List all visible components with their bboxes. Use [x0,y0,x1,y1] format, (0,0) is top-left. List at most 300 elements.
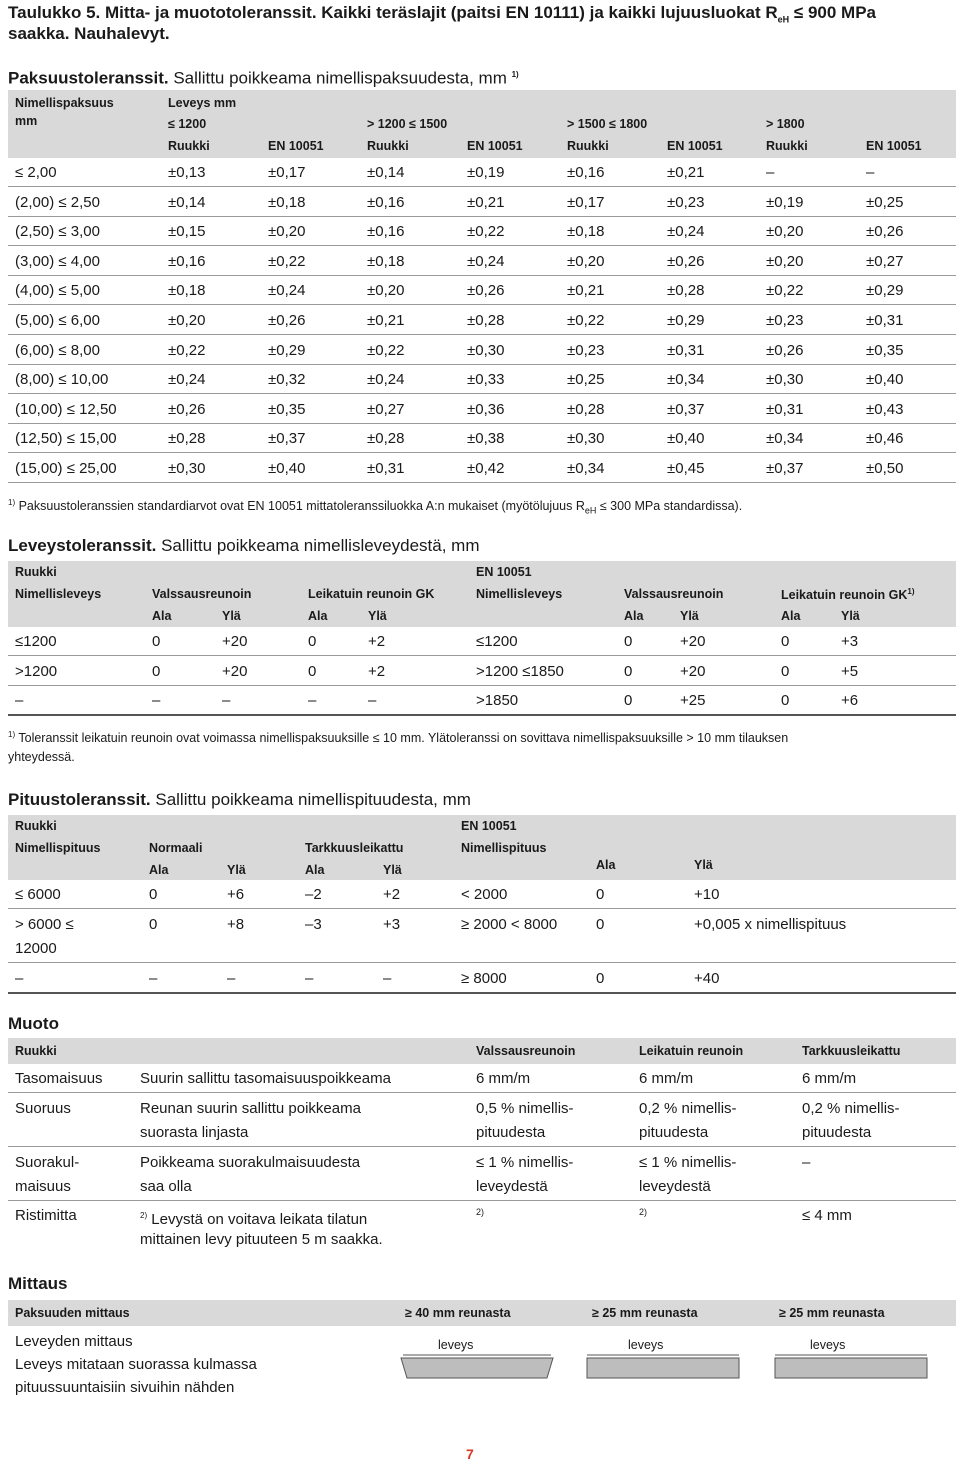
tolerance-value: ±0,30 [467,341,505,359]
shape-cell-text: 6 mm/m [476,1070,531,1087]
thickness-range: (15,00) ≤ 25,00 [15,460,117,477]
shape-cell-text: Tasomaisuus [15,1070,103,1087]
shape-cell-text: pituudesta [476,1124,546,1141]
tolerance-value: ±0,18 [168,282,206,300]
shape-prec-text [802,1123,871,1143]
tolerance-value: 0 [149,916,158,933]
tolerance-value: ±0,24 [168,371,206,389]
shape-cell-text: 0,5 % nimellis- [476,1100,574,1117]
plate-section-3 [775,1358,927,1378]
width-col-rolled: Valssausreunoin [152,587,252,601]
tolerance-value: +10 [694,886,720,903]
width-en: EN 10051 [476,565,532,579]
tolerance-value: ±0,26 [866,223,904,241]
shape-cut-text [639,1069,693,1089]
measure-col-3: ≥ 25 mm reunasta [779,1306,885,1320]
shape-cell-text: Ristimitta [15,1207,77,1224]
tolerance-value: ±0,23 [766,312,804,329]
shape-cell-text: 0,2 % nimellis- [639,1100,737,1117]
tolerance-value: < 2000 [461,886,508,903]
tolerance-value: 0 [624,662,633,680]
length-range: > 6000 ≤ [15,916,74,933]
tolerance-value: ±0,20 [367,282,405,300]
tolerance-value: ±0,22 [467,223,505,241]
shape-name-text [15,1177,71,1197]
thickness-heading: Paksuustoleranssit. Sallittu poikkeama nimellispaksuudesta, mm $^{1)}$ [8,68,519,88]
tolerance-value: – [308,692,317,709]
tolerance-value: ±0,26 [667,252,705,270]
thickness-range: (3,00) ≤ 4,00 [15,252,100,270]
length-range: – [15,970,24,987]
length-high: Ylä [227,863,246,877]
length-heading: Pituustoleranssit. Sallittu poikkeama nimellispituudesta, mm [8,790,471,809]
tolerance-value: ±0,21 [667,164,705,181]
tolerance-value: ±0,35 [866,341,904,359]
shape-desc-text [140,1177,192,1197]
width-col-rolled-en: Valssausreunoin [624,587,724,601]
length-en: EN 10051 [461,819,517,833]
tolerance-value: ±0,27 [367,400,405,418]
shape-cell-text: ≤ 4 mm [802,1207,852,1224]
tolerance-value: +20 [222,633,248,650]
tolerance-value: ±0,37 [667,400,705,418]
tolerance-value: ±0,34 [567,460,605,477]
sub-ruukki: Ruukki [766,139,808,153]
shape-prec-text [802,1206,852,1226]
tolerance-value: ±0,28 [168,430,206,448]
shape-cut-text [639,1177,711,1197]
plate-section-2 [587,1358,739,1378]
tolerance-value: 0 [624,633,633,650]
tolerance-value: ±0,32 [268,371,306,389]
shape-cell-text: Suorakul- [15,1154,80,1171]
width-low: Ala [308,609,328,623]
shape-cell-text: 0,2 % nimellis- [802,1100,900,1117]
width-range: >1200 ≤1850 [476,662,564,680]
sub-en: EN 10051 [268,139,324,153]
shape-cell-text: Suurin sallittu tasomaisuuspoikkeama [140,1070,391,1087]
tolerance-value: 0 [781,692,790,709]
tolerance-value: +0,005 x nimellispituus [694,916,847,933]
tolerance-value: 0 [596,970,605,987]
row-divider [8,655,956,656]
tolerance-value: ±0,40 [268,460,306,477]
tolerance-value: ±0,21 [467,193,505,211]
tolerance-value: ±0,28 [467,312,505,329]
tolerance-value: ±0,18 [268,193,306,211]
width-high: Ylä [222,609,241,623]
tolerance-value: +6 [227,886,245,903]
width-group-2: > 1200 ≤ 1500 [367,117,448,131]
tolerance-value: – [866,164,875,181]
width-range: ≤1200 [476,633,518,650]
thickness-range: (4,00) ≤ 5,00 [15,282,100,300]
diagram-label-1: leveys [438,1338,474,1352]
row-divider [8,304,956,305]
sub-ruukki: Ruukki [168,139,210,153]
measure-col-2: ≥ 25 mm reunasta [592,1306,698,1320]
tolerance-value: ±0,21 [367,312,405,329]
width-low: Ala [624,609,644,623]
row-divider [8,186,956,187]
shape-cell-text: maisuus [15,1178,71,1195]
tolerance-value: 0 [149,886,158,903]
tolerance-value: ±0,29 [866,282,904,300]
tolerance-value: 0 [781,662,790,680]
page-number: 7 [466,1446,474,1462]
tolerance-value: ±0,26 [467,282,505,300]
tolerance-value: 0 [308,662,317,680]
shape-name-text [15,1206,77,1226]
measure-width-title: Leveyden mittaus [15,1333,133,1350]
shape-desc-text [140,1123,248,1143]
tolerance-value: ±0,13 [168,164,206,181]
tolerance-value: ±0,24 [667,223,705,241]
width-group-4: > 1800 [766,117,805,131]
row-divider [8,452,956,453]
tolerance-value: ±0,30 [168,460,206,477]
shape-desc-text [140,1206,367,1230]
tolerance-value: ±0,15 [168,223,206,241]
sub-en: EN 10051 [467,139,523,153]
plate-diagram-2 [583,1354,743,1382]
shape-cell-text: – [802,1154,811,1171]
tolerance-value: – [368,692,377,709]
row-divider [8,334,956,335]
tolerance-value: 0 [152,633,161,650]
shape-desc-text [140,1069,391,1089]
tolerance-value: 0 [624,692,633,709]
plate-section-1 [401,1358,553,1378]
thickness-col-nominal-unit: mm [15,114,38,128]
tolerance-value: ±0,40 [866,371,904,389]
length-low: Ala [149,863,169,877]
shape-cell-text: ≤ 1 % nimellis- [639,1154,737,1171]
length-high: Ylä [383,863,402,877]
tolerance-value: ±0,18 [567,223,605,241]
width-col-cut-en: Leikatuin reunoin GK$^{1)}$ [781,587,915,603]
thickness-range: ≤ 2,00 [15,164,57,181]
tolerance-value: +2 [368,662,386,680]
tolerance-value: ±0,16 [367,223,405,241]
length-col-nominal-en: Nimellispituus [461,841,547,855]
tolerance-value: +2 [368,633,386,650]
length-range: ≤ 6000 [15,886,61,903]
tolerance-value: – [152,692,161,709]
tolerance-value: ±0,21 [567,282,605,300]
tolerance-value: ±0,46 [866,430,904,448]
width-low: Ala [152,609,172,623]
thickness-range: (6,00) ≤ 8,00 [15,341,100,359]
tolerance-value: ±0,16 [367,193,405,211]
width-col-nominal: Nimellisleveys [15,587,102,601]
tolerance-value: ±0,30 [567,430,605,448]
row-divider [8,275,956,276]
length-low-en: Ala [596,858,616,872]
shape-prec-text [802,1153,810,1173]
shape-col-ruukki: Ruukki [15,1044,57,1058]
tolerance-value: ±0,42 [467,460,505,477]
tolerance-value: – [766,164,775,181]
shape-cell-text: 6 mm/m [639,1070,694,1087]
tolerance-value: ±0,28 [367,430,405,448]
sub-ruukki: Ruukki [567,139,609,153]
tolerance-value: ±0,43 [866,400,904,418]
tolerance-value: ±0,29 [268,341,306,359]
footnote-ref: 2) [140,1211,148,1220]
shape-heading: Muoto [8,1014,59,1033]
width-range: >1200 [15,662,58,680]
thickness-col-nominal: Nimellispaksuus [15,96,114,110]
shape-cut-text [639,1099,737,1119]
tolerance-value: ±0,26 [766,341,804,359]
tolerance-value: ±0,16 [567,164,605,181]
page-title: Taulukko 5. Mitta- ja muototoleranssit. Kaikki teräslajit (paitsi EN 10111) ja kaikki lujuusluokat $R_{eH} \le 900$ MPa [8,3,876,25]
shape-name-text [15,1099,71,1119]
tolerance-value: ±0,34 [766,430,804,448]
shape-cell-text: mittainen levy pituuteen 5 m saakka. [140,1231,383,1248]
tolerance-value: ±0,27 [866,252,904,270]
tolerance-value: ±0,30 [766,371,804,389]
row-divider [8,714,956,716]
tolerance-value: +25 [680,692,706,709]
tolerance-value: ±0,23 [567,341,605,359]
tolerance-value: ±0,36 [467,400,505,418]
tolerance-value: ±0,28 [567,400,605,418]
width-col-nominal-en: Nimellisleveys [476,587,563,601]
shape-cell-text: saa olla [140,1178,192,1195]
tolerance-value: ±0,23 [667,193,705,211]
shape-desc-text [140,1153,360,1173]
measure-col-thickness: Paksuuden mittaus [15,1306,130,1320]
page-title-line2: saakka. Nauhalevyt. [8,24,170,43]
tolerance-value: ±0,17 [567,193,605,211]
tolerance-value: ±0,20 [567,252,605,270]
sub-en: EN 10051 [667,139,723,153]
shape-cell-text: pituudesta [639,1124,709,1141]
tolerance-value: ±0,20 [766,223,804,241]
width-high: Ylä [368,609,387,623]
shape-col-rolled: Valssausreunoin [476,1044,576,1058]
tolerance-value: ±0,22 [766,282,804,300]
row-divider [8,962,956,963]
tolerance-value: +40 [694,970,720,987]
length-col-precision: Tarkkuusleikattu [305,841,404,855]
shape-name-text [15,1153,79,1173]
shape-col-precision: Tarkkuusleikattu [802,1044,901,1058]
shape-cell-text: 6 mm/m [802,1070,857,1087]
tolerance-value: – [227,970,236,987]
thickness-range: (2,00) ≤ 2,50 [15,193,100,211]
width-range: >1850 [476,692,519,709]
tolerance-value: 0 [308,633,317,650]
row-divider [8,482,956,483]
tolerance-value: ±0,19 [467,164,505,181]
shape-desc-text [140,1230,383,1250]
row-divider [8,364,956,365]
tolerance-value: ±0,50 [866,460,904,477]
shape-rolled-text [476,1069,530,1089]
tolerance-value: +3 [841,633,859,650]
shape-cell-text: Poikkeama suorakulmaisuudesta [140,1154,361,1171]
width-ruukki: Ruukki [15,565,57,579]
thickness-range: (5,00) ≤ 6,00 [15,312,100,329]
tolerance-value: +2 [383,886,401,903]
tolerance-value: 0 [781,633,790,650]
tolerance-value: ±0,22 [168,341,206,359]
shape-rolled-text [476,1123,545,1143]
tolerance-value: ±0,22 [367,341,405,359]
tolerance-value: – [222,692,231,709]
tolerance-value: ±0,35 [268,400,306,418]
tolerance-value: +20 [222,662,248,680]
thickness-range: (2,50) ≤ 3,00 [15,223,100,241]
tolerance-value: – [149,970,158,987]
shape-rolled-text [476,1099,574,1119]
shape-rolled-text [476,1153,573,1173]
tolerance-value: 0 [596,886,605,903]
width-low: Ala [781,609,801,623]
length-high-en: Ylä [694,858,713,872]
tolerance-value: ±0,38 [467,430,505,448]
row-divider [8,1092,956,1093]
tolerance-value: ±0,37 [766,460,804,477]
tolerance-value: ±0,14 [168,193,206,211]
tolerance-value: ±0,31 [766,400,804,418]
tolerance-value: ±0,17 [268,164,306,181]
thickness-range: (12,50) ≤ 15,00 [15,430,117,448]
row-divider [8,1146,956,1147]
plate-diagram-1 [397,1354,557,1382]
tolerance-value: –2 [305,886,322,903]
shape-cell-text: suorasta linjasta [140,1124,249,1141]
width-group-3: > 1500 ≤ 1800 [567,117,648,131]
thickness-footnote: $^{1)}$ Paksuustoleranssien standardiarvot ovat EN 10051 mittatoleranssiluokka A:n mukaiset (myötölujuus $R_{eH} \le 300$ MPa standardissa). [8,498,743,516]
width-high: Ylä [841,609,860,623]
measure-heading: Mittaus [8,1274,68,1293]
width-col-cut: Leikatuin reunoin GK [308,587,435,601]
diagram-label-3: leveys [810,1338,846,1352]
tolerance-value: ±0,37 [268,430,306,448]
tolerance-value: ±0,19 [766,193,804,211]
tolerance-value: ±0,28 [667,282,705,300]
tolerance-value: – [383,970,392,987]
measure-width-desc: Leveys mitataan suorassa kulmassa [15,1356,257,1373]
width-footnote-line2: yhteydessä. [8,750,75,764]
width-high: Ylä [680,609,699,623]
shape-name-text [15,1069,103,1089]
tolerance-value: ±0,45 [667,460,705,477]
tolerance-value: +3 [383,916,401,933]
tolerance-value: –3 [305,916,322,933]
row-divider [8,423,956,424]
row-divider [8,908,956,909]
tolerance-value: +20 [680,633,706,650]
sub-en: EN 10051 [866,139,922,153]
tolerance-value: 0 [152,662,161,680]
tolerance-value: ±0,24 [367,371,405,389]
footnote-ref: 2) [476,1207,485,1217]
sub-ruukki: Ruukki [367,139,409,153]
length-range-cont: 12000 [15,940,57,957]
tolerance-value: ±0,34 [667,371,705,389]
tolerance-value: ±0,22 [567,312,605,329]
tolerance-value: – [305,970,314,987]
shape-cut-text [639,1153,736,1173]
tolerance-value: ±0,20 [168,312,206,329]
shape-rolled-text [476,1177,548,1197]
tolerance-value: +6 [841,692,859,709]
length-ruukki: Ruukki [15,819,57,833]
shape-cut-text [639,1123,708,1143]
row-divider [8,992,956,994]
shape-cell-text: leveydestä [639,1178,711,1195]
shape-cell-text: Levystä on voitava leikata tilatun [147,1211,368,1228]
tolerance-value: ±0,25 [567,371,605,389]
row-divider [8,245,956,246]
tolerance-value: ±0,24 [268,282,306,300]
width-heading: Leveystoleranssit. Sallittu poikkeama nimellisleveydestä, mm [8,536,480,555]
width-group-1: ≤ 1200 [168,117,207,131]
tolerance-value: 0 [596,916,605,933]
row-divider [8,216,956,217]
measure-col-1: ≥ 40 mm reunasta [405,1306,511,1320]
tolerance-value: ±0,22 [268,252,306,270]
thickness-range: (8,00) ≤ 10,00 [15,371,109,389]
shape-desc-text [140,1099,361,1119]
diagram-label-2: leveys [628,1338,664,1352]
tolerance-value: +8 [227,916,245,933]
shape-prec-text [802,1099,900,1119]
tolerance-value: ±0,40 [667,430,705,448]
tolerance-value: ±0,18 [367,252,405,270]
tolerance-value: ±0,31 [667,341,705,359]
plate-diagram-3 [771,1354,931,1382]
shape-col-cut: Leikatuin reunoin [639,1044,744,1058]
length-col-normal: Normaali [149,841,203,855]
shape-cell-text: Suoruus [15,1100,71,1117]
shape-cell-text: ≤ 1 % nimellis- [476,1154,574,1171]
measure-width-desc2: pituussuuntaisiin sivuihin nähden [15,1379,235,1396]
tolerance-value: ±0,24 [467,252,505,270]
row-divider [8,685,956,686]
length-low: Ala [305,863,325,877]
width-footnote: $^{1)}$ Toleranssit leikatuin reunoin ovat voimassa nimellispaksuuksille ≤ 10 mm. Ylätoleranssi on sovittava nimellispaksuuksille > 10 mm tilauksen [8,730,789,746]
tolerance-value: ±0,14 [367,164,405,181]
tolerance-value: ≥ 2000 < 8000 [461,916,558,933]
tolerance-value: ≥ 8000 [461,970,507,987]
tolerance-value: ±0,20 [766,252,804,270]
shape-prec-text [802,1069,856,1089]
footnote-ref: 2) [639,1207,648,1217]
tolerance-value: ±0,31 [367,460,405,477]
shape-cell-text: Reunan suurin sallittu poikkeama [140,1100,361,1117]
tolerance-value: ±0,26 [268,312,306,329]
thickness-range: (10,00) ≤ 12,50 [15,400,117,418]
tolerance-value: ±0,20 [268,223,306,241]
tolerance-value: ±0,29 [667,312,705,329]
width-range: – [15,692,24,709]
tolerance-value: +20 [680,662,706,680]
length-col-nominal: Nimellispituus [15,841,101,855]
tolerance-value: ±0,33 [467,371,505,389]
shape-cell-text: pituudesta [802,1124,872,1141]
row-divider [8,393,956,394]
width-range: ≤1200 [15,633,57,650]
shape-cell-text: leveydestä [476,1178,548,1195]
row-divider [8,1200,956,1201]
thickness-col-width: Leveys mm [168,96,237,110]
